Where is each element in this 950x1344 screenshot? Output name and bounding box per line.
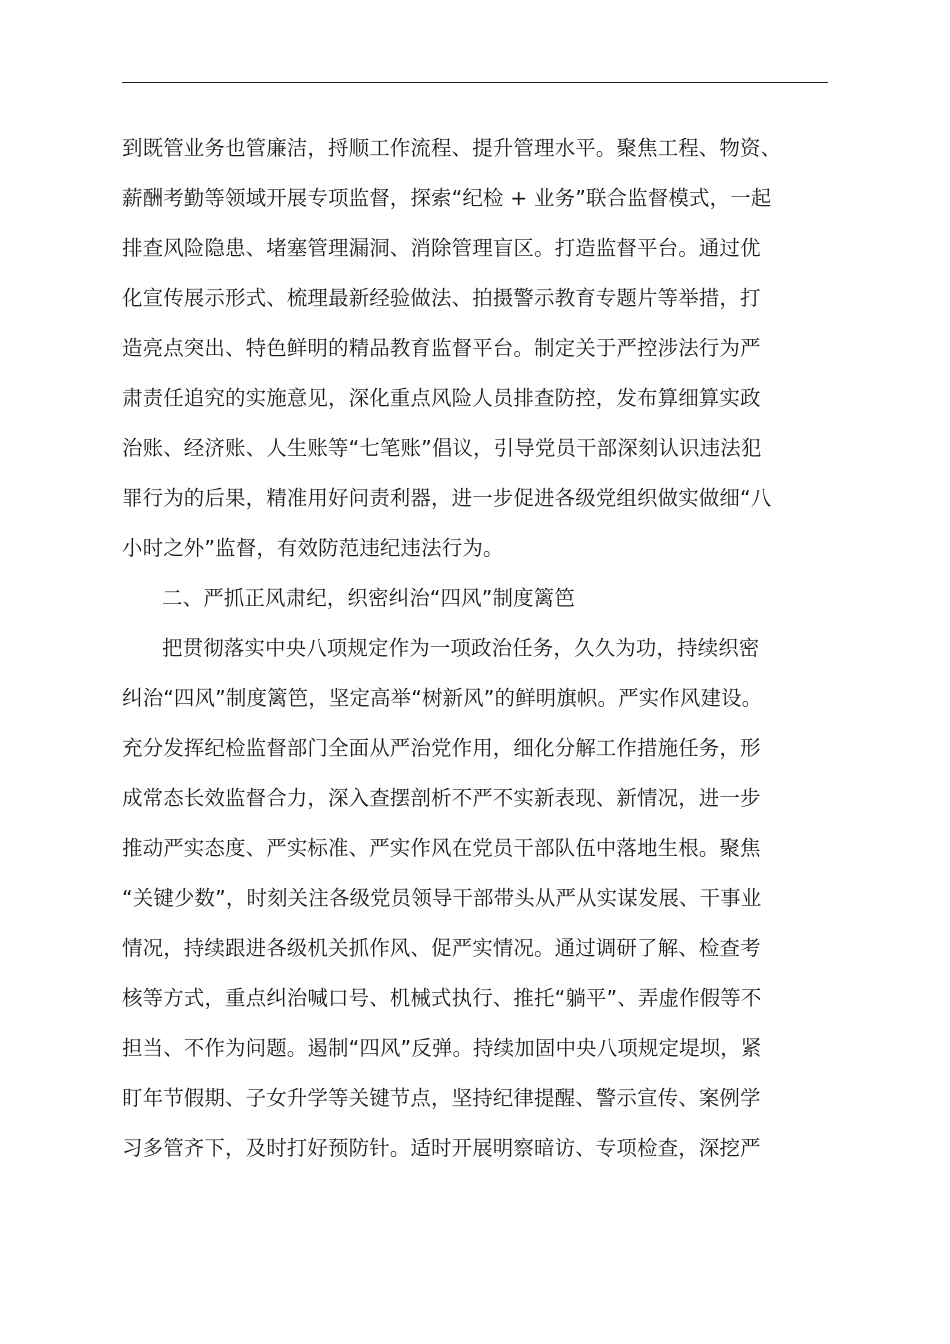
body-line: 纠治“四风”制度篱笆，坚定高举“树新风”的鲜明旗帜。严实作风建设。 bbox=[122, 686, 763, 710]
body-line: 到既管业务也管廉洁，捋顺工作流程、提升管理水平。聚焦工程、物资、 bbox=[122, 136, 782, 160]
body-line: 充分发挥纪检监督部门全面从严治党作用，细化分解工作措施任务，形 bbox=[122, 736, 761, 760]
body-line: 习多管齐下，及时打好预防针。适时开展明察暗访、专项检查，深挖严 bbox=[122, 1136, 761, 1160]
body-line: 罪行为的后果，精准用好问责利器，进一步促进各级党组织做实做细“八 bbox=[122, 486, 772, 510]
document-body bbox=[122, 123, 828, 1173]
body-line: 造亮点突出、特色鲜明的精品教育监督平台。制定关于严控涉法行为严 bbox=[122, 336, 761, 360]
body-line: 成常态长效监督合力，深入查摆剖析不严不实新表现、新情况，进一步 bbox=[122, 786, 761, 810]
body-line: 盯年节假期、子女升学等关键节点，坚持纪律提醒、警示宣传、案例学 bbox=[122, 1086, 761, 1110]
body-line: 治账、经济账、人生账等“七笔账”倡议，引导党员干部深刻认识违法犯 bbox=[122, 436, 762, 460]
body-line: “关键少数”，时刻关注各级党员领导干部带头从严从实谋发展、干事业 bbox=[122, 886, 762, 910]
body-line: 小时之外”监督，有效防范违纪违法行为。 bbox=[122, 536, 504, 560]
body-line: 推动严实态度、严实标准、严实作风在党员干部队伍中落地生根。聚焦 bbox=[122, 836, 761, 860]
body-line: 担当、不作为问题。遏制“四风”反弹。持续加固中央八项规定堤坝，紧 bbox=[122, 1036, 762, 1060]
body-line: 肃责任追究的实施意见，深化重点风险人员排查防控，发布算细算实政 bbox=[122, 386, 761, 410]
body-line: 核等方式，重点纠治喊口号、机械式执行、推托“躺平”、弄虚作假等不 bbox=[122, 986, 762, 1010]
body-line: 化宣传展示形式、梳理最新经验做法、拍摄警示教育专题片等举措，打 bbox=[122, 286, 761, 310]
body-line: 薪酬考勤等领域开展专项监督，探索“纪检 + 业务”联合监督模式，一起 bbox=[122, 186, 772, 210]
body-line: 情况，持续跟进各级机关抓作风、促严实情况。通过调研了解、检查考 bbox=[122, 936, 761, 960]
header-rule bbox=[122, 82, 828, 83]
section-heading: 二、严抓正风肃纪，织密纠治“四风”制度篱笆 bbox=[162, 586, 575, 610]
paragraph-first-line: 把贯彻落实中央八项规定作为一项政治任务，久久为功，持续织密 bbox=[162, 636, 760, 660]
body-line: 排查风险隐患、堵塞管理漏洞、消除管理盲区。打造监督平台。通过优 bbox=[122, 236, 761, 260]
